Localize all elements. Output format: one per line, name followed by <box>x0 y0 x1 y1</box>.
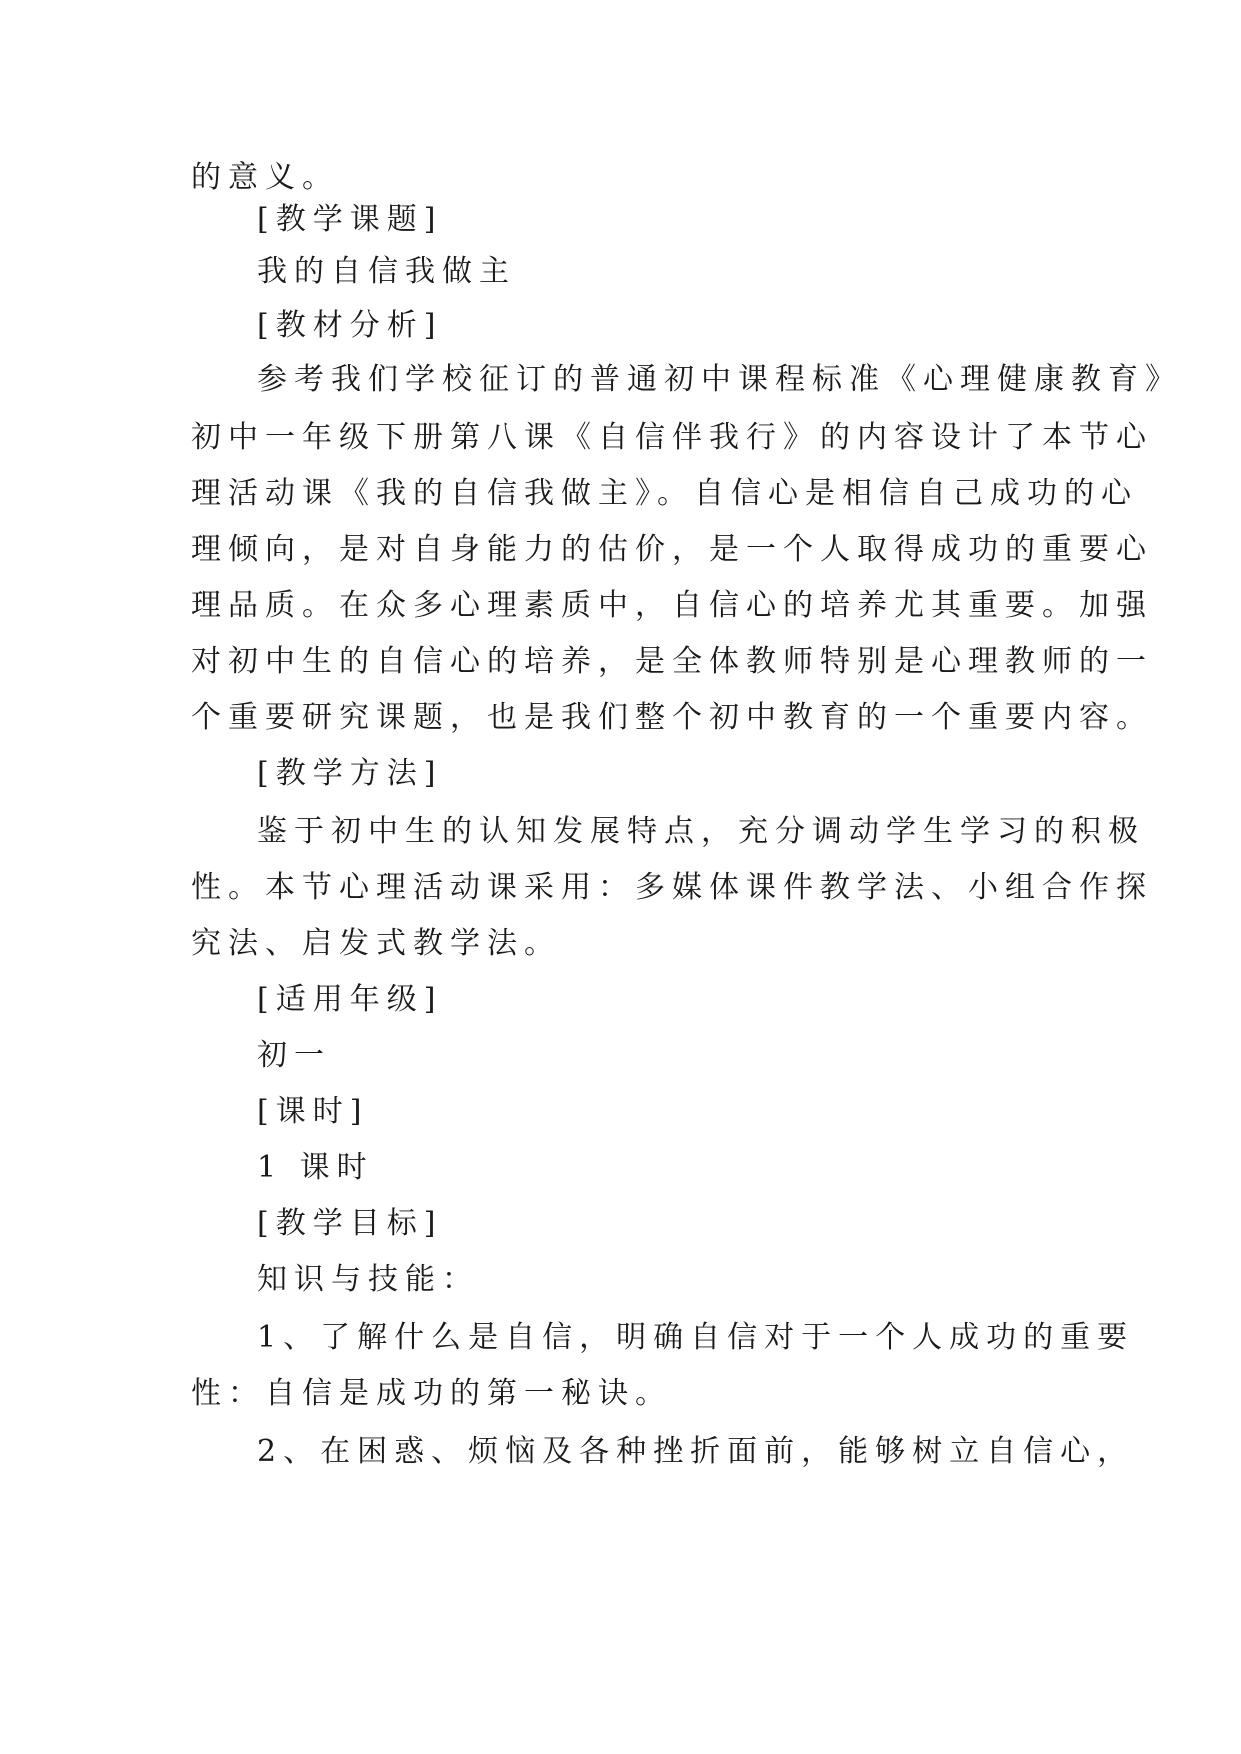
text-line: 的意义。 <box>191 160 339 195</box>
text-line: 鉴于初中生的认知发展特点，充分调动学生学习的积极 <box>257 814 1145 849</box>
section-heading: [教学课题] <box>257 202 443 237</box>
section-heading: [教学目标] <box>257 1206 443 1241</box>
text-line: 知识与技能： <box>257 1262 479 1297</box>
text-line: 性。本节心理活动课采用：多媒体课件教学法、小组合作探 <box>191 870 1153 905</box>
text-line: 我的自信我做主 <box>257 254 516 289</box>
text-line: 理倾向，是对自身能力的估价，是一个人取得成功的重要心 <box>191 532 1153 567</box>
text-line: 对初中生的自信心的培养，是全体教师特别是心理教师的一 <box>191 644 1153 679</box>
text-line: 理活动课《我的自信我做主》。自信心是相信自己成功的心 <box>191 476 1138 511</box>
text-line: 参考我们学校征订的普通初中课程标准《心理健康教育》 <box>257 362 1182 397</box>
text-line: 初中一年级下册第八课《自信伴我行》的内容设计了本节心 <box>191 420 1153 455</box>
section-heading: [课时] <box>257 1094 369 1129</box>
text-line: 个重要研究课题，也是我们整个初中教育的一个重要内容。 <box>191 700 1153 735</box>
text-line: 性：自信是成功的第一秘诀。 <box>191 1376 672 1411</box>
text-line: 究法、启发式教学法。 <box>191 926 561 961</box>
text-line: 1、了解什么是自信，明确自信对于一个人成功的重要 <box>257 1320 1135 1355</box>
section-heading: [适用年级] <box>257 982 443 1017</box>
text-line: 理品质。在众多心理素质中，自信心的培养尤其重要。加强 <box>191 588 1153 623</box>
text-line: 1 课时 <box>257 1150 374 1185</box>
text-line: 2、在困惑、烦恼及各种挫折面前，能够树立自信心， <box>257 1434 1135 1469</box>
text-line: 初一 <box>257 1038 331 1073</box>
section-heading: [教材分析] <box>257 308 443 343</box>
section-heading: [教学方法] <box>257 756 443 791</box>
